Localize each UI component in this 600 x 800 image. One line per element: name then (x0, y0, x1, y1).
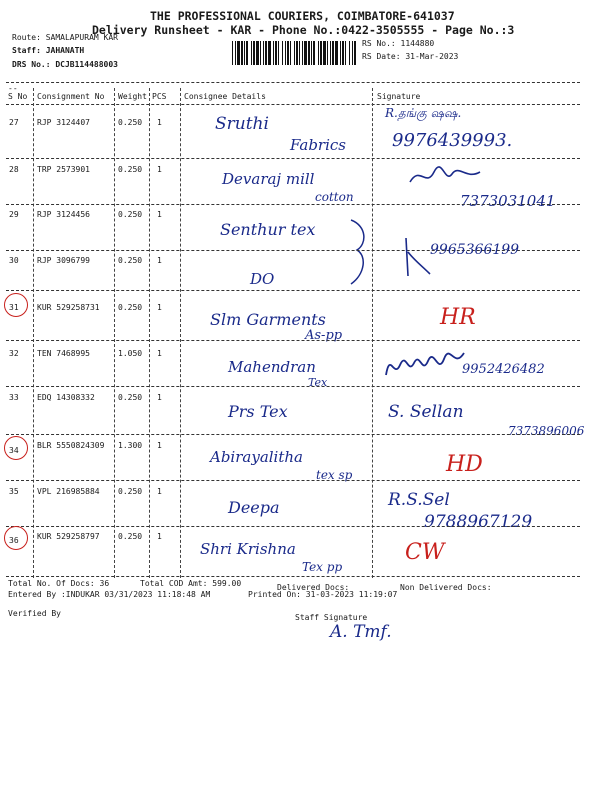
phone-handwriting: 9976439993. (392, 130, 513, 151)
row-consignment: BLR 5550824309 (37, 441, 105, 450)
consignee-handwriting: As-pp (305, 328, 343, 343)
bracket-mark (345, 216, 375, 288)
consignee-handwriting: Prs Tex (228, 402, 288, 421)
total-docs: Total No. Of Docs: 36 (8, 579, 110, 588)
phone-handwriting: 9965366199 (430, 242, 520, 258)
consignee-handwriting: Tex pp (302, 560, 343, 574)
row-consignment: RJP 3096799 (37, 256, 90, 265)
consignee-handwriting: Senthur tex (220, 220, 316, 239)
staff-signature-label: Staff Signature (295, 613, 368, 622)
col-header-signature: Signature (377, 92, 421, 101)
phone-handwriting: 7373031041 (460, 192, 556, 210)
signature-scribble (400, 160, 490, 192)
row-pcs: 1 (157, 487, 162, 496)
staff-signature-handwriting: A. Tmf. (330, 622, 392, 642)
row-sno: 28 (9, 165, 19, 174)
row-consignment: TEN 7468995 (37, 349, 90, 358)
barcode (232, 41, 356, 65)
row-pcs: 1 (157, 393, 162, 402)
company-title: THE PROFESSIONAL COURIERS, COIMBATORE-641037 (150, 9, 455, 23)
row-consignment: RJP 3124407 (37, 118, 90, 127)
row-sno: 33 (9, 393, 19, 402)
drs-number: DRS No.: DCJB114488003 (12, 60, 118, 69)
phone-handwriting: 9788967129 (424, 512, 533, 532)
signature-handwriting: R.S.Sel (388, 490, 450, 510)
row-divider (6, 386, 580, 387)
row-sno: 32 (9, 349, 19, 358)
signature-scribble (380, 345, 470, 385)
row-sno: 36 (9, 536, 19, 545)
rs-number: RS No.: 1144880 (362, 39, 435, 48)
row-consignment: RJP 3124456 (37, 210, 90, 219)
col-header-sno: S No (8, 92, 28, 101)
consignee-handwriting: Deepa (228, 498, 280, 517)
row-weight: 1.050 (118, 349, 143, 358)
signature-handwriting: HR (440, 305, 476, 330)
row-consignment: EDQ 14308332 (37, 393, 95, 402)
phone-handwriting: 9952426482 (462, 362, 545, 377)
row-pcs: 1 (157, 532, 162, 541)
consignee-handwriting: Mahendran (228, 358, 316, 376)
column-separator (180, 88, 181, 578)
divider (6, 104, 580, 105)
rs-date: RS Date: 31-Mar-2023 (362, 52, 459, 61)
row-sno: 30 (9, 256, 19, 265)
row-consignment: TRP 2573901 (37, 165, 90, 174)
row-consignment: VPL 216985884 (37, 487, 100, 496)
col-header-pcs: PCS (152, 92, 167, 101)
row-weight: 0.250 (118, 210, 143, 219)
route-label: Route: SAMALAPURAM KAR (12, 33, 118, 42)
row-pcs: 1 (157, 210, 162, 219)
consignee-handwriting: Fabrics (290, 136, 347, 154)
row-sno: 34 (9, 446, 19, 455)
signature-handwriting: S. Sellan (388, 402, 464, 422)
row-weight: 0.250 (118, 303, 143, 312)
row-pcs: 1 (157, 303, 162, 312)
col-header-consignment: Consignment No (37, 92, 105, 101)
entered-by: Entered By :INDUKAR 03/31/2023 11:18:48 AM (8, 590, 211, 599)
consignee-handwriting: Sruthi (215, 114, 269, 134)
total-cod: Total COD Amt: 599.00 (140, 579, 242, 588)
row-sno: 27 (9, 118, 19, 127)
verified-by: Verified By (8, 609, 61, 618)
consignee-handwriting: Abirayalitha (210, 448, 303, 466)
row-divider (6, 340, 580, 341)
col-header-consignee: Consignee Details (184, 92, 266, 101)
runsheet-subtitle: Delivery Runsheet - KAR - Phone No.:0422-3505555 - Page No.:3 (92, 23, 515, 37)
consignee-handwriting: Slm Garments (210, 310, 326, 329)
row-pcs: 1 (157, 118, 162, 127)
column-separator (149, 88, 150, 578)
row-weight: 0.250 (118, 487, 143, 496)
signature-handwriting: HD (446, 452, 483, 477)
row-weight: 0.250 (118, 118, 143, 127)
row-divider (6, 290, 580, 291)
row-consignment: KUR 529258731 (37, 303, 100, 312)
row-divider (6, 158, 580, 159)
row-divider (6, 526, 580, 527)
delivered-docs: Delivered Docs: (277, 583, 350, 592)
row-weight: 0.250 (118, 165, 143, 174)
column-separator (372, 88, 373, 578)
signature-handwriting: CW (405, 540, 445, 565)
row-divider (6, 576, 580, 577)
consignee-handwriting: cotton (315, 190, 354, 204)
row-pcs: 1 (157, 165, 162, 174)
staff-label: Staff: JAHANATH (12, 46, 85, 55)
row-sno: 31 (9, 303, 19, 312)
phone-handwriting: 7373896006 (508, 424, 585, 438)
row-pcs: 1 (157, 441, 162, 450)
row-sno: 29 (9, 210, 19, 219)
column-separator (114, 88, 115, 578)
non-delivered-docs: Non Delivered Docs: (400, 583, 492, 592)
divider (6, 82, 580, 83)
row-weight: 0.250 (118, 393, 143, 402)
consignee-handwriting: DO (250, 270, 275, 288)
signature-handwriting: R.தங்கு ஷஷ. (385, 106, 462, 120)
row-pcs: 1 (157, 256, 162, 265)
consignee-handwriting: Devaraj mill (222, 170, 315, 188)
row-sno: 35 (9, 487, 19, 496)
col-header-weight: Weight (118, 92, 147, 101)
row-pcs: 1 (157, 349, 162, 358)
column-separator (33, 88, 34, 578)
row-weight: 1.300 (118, 441, 143, 450)
row-consignment: KUR 529258797 (37, 532, 100, 541)
printed-on: Printed On: 31-03-2023 11:19:07 (248, 590, 398, 599)
consignee-handwriting: Tex (308, 376, 328, 389)
consignee-handwriting: Shri Krishna (200, 540, 296, 558)
consignee-handwriting: tex sp (316, 468, 353, 482)
row-weight: 0.250 (118, 532, 143, 541)
row-divider (6, 480, 580, 481)
row-divider (6, 434, 580, 435)
row-divider (6, 204, 580, 205)
row-weight: 0.250 (118, 256, 143, 265)
